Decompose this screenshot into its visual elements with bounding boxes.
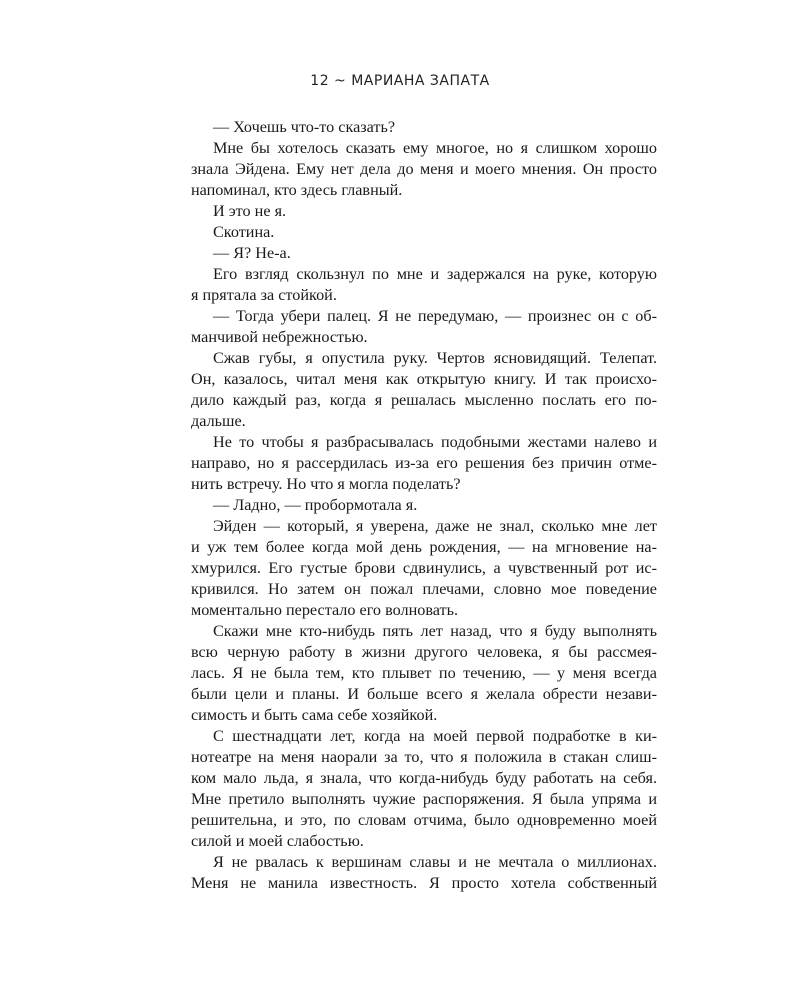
running-head: 12 ~ МАРИАНА ЗАПАТА xyxy=(310,73,490,89)
text-line: нотеатре на меня наорали за то, что я положила в стакан слиш- xyxy=(191,748,657,766)
text-line: дило каждый раз, когда я решалась мысленно послать его по- xyxy=(191,391,657,409)
text-line: Мне бы хотелось сказать ему многое, но я слишком хорошо xyxy=(213,139,657,157)
text-line: С шестнадцати лет, когда на моей первой подработке в ки- xyxy=(213,727,657,745)
text-line: Сжав губы, я опустила руку. Чертов ясновидящий. Телепат. xyxy=(213,349,657,367)
text-line: направо, но я рассердилась из-за его решения без причин отме- xyxy=(191,454,657,472)
text-line: ком мало льда, я знала, что когда-нибудь буду работать на себя. xyxy=(191,769,657,787)
text-line: Он, казалось, читал меня как открытую книгу. И так происхо- xyxy=(191,370,657,388)
text-line: силой и моей слабостью. xyxy=(191,832,364,850)
text-line: Эйден — который, я уверена, даже не знал, сколько мне лет xyxy=(213,517,657,535)
text-line: моментально перестало его волновать. xyxy=(191,601,459,619)
text-line: были цели и планы. И больше всего я желала обрести незави- xyxy=(191,685,657,703)
text-line: Я не рвалась к вершинам славы и не мечтала о миллионах. xyxy=(213,853,657,871)
text-line: — Тогда убери палец. Я не передумаю, — произнес он с об- xyxy=(213,307,657,325)
text-line: — Я? Не-а. xyxy=(213,244,291,262)
text-line: манчивой небрежностью. xyxy=(191,328,368,346)
text-line: — Хочешь что-то сказать? xyxy=(213,118,396,136)
text-line: Не то чтобы я разбрасывалась подобными жестами налево и xyxy=(213,433,657,451)
text-line: кривился. Но затем он пожал плечами, словно мое поведение xyxy=(191,580,657,598)
text-line: хмурился. Его густые брови сдвинулись, а чувственный рот ис- xyxy=(191,559,657,577)
page-body-text xyxy=(191,117,657,894)
text-line: лась. Я не была тем, кто плывет по течению, — у меня всегда xyxy=(191,664,657,682)
text-line: Меня не манила известность. Я просто хотела собственный xyxy=(191,874,657,892)
text-line: Его взгляд скользнул по мне и задержался на руке, которую xyxy=(213,265,657,283)
text-line: симость и быть сама себе хозяйкой. xyxy=(191,706,438,724)
text-line: И это не я. xyxy=(213,202,287,220)
text-line: и уж тем более когда мой день рождения, — на мгновение на- xyxy=(191,538,657,556)
text-line: — Ладно, — пробормотала я. xyxy=(213,496,418,514)
text-line: дальше. xyxy=(191,412,246,430)
text-line: всю черную работу в жизни другого человека, я бы рассмея- xyxy=(191,643,657,661)
text-line: я прятала за стойкой. xyxy=(191,286,337,304)
text-line: нить встречу. Но что я могла поделать? xyxy=(191,475,461,493)
text-line: знала Эйдена. Ему нет дела до меня и моего мнения. Он просто xyxy=(191,160,657,178)
text-line: решительна, и это, по словам отчима, было одновременно моей xyxy=(191,811,657,829)
text-line: Скотина. xyxy=(213,223,275,241)
text-line: напоминал, кто здесь главный. xyxy=(191,181,403,199)
text-line: Скажи мне кто-нибудь пять лет назад, что я буду выполнять xyxy=(213,622,657,640)
text-line: Мне претило выполнять чужие распоряжения. Я была упряма и xyxy=(191,790,657,808)
